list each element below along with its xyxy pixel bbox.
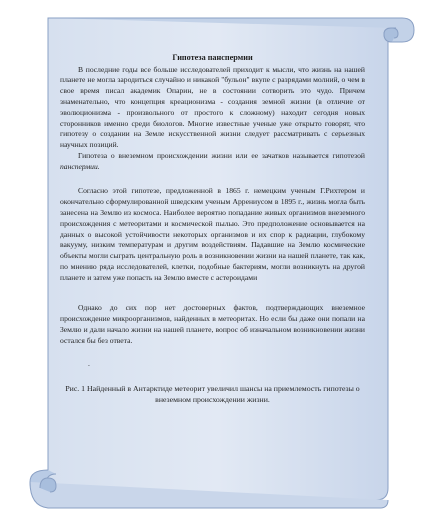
figure-caption: Рис. 1 Найденный в Антарктиде метеорит увеличил шансы на приемлемость гипотезы о внеземном происхождении жизни.: [65, 384, 360, 405]
document-title: Гипотеза панспермии: [172, 53, 253, 62]
paragraph-intro: В последние годы все больше исследователей приходит к мысли, что жизнь на нашей планете не могла зародиться случайно и никакой "бульон" вкупе с разрядами молний, о чем в свое время писал академик Опарин, не в состоянии сотворить это чудо. Причем знаменательно, что концепция креационизма - создания земной жизни (в отличие от эволюционизма - произвольного от простого к сложному) находит сегодня новых сторонников именно среди биологов. Многие известные ученые уже открыто говорят, что гипотезу о создании на Земле искусственной жизни следует рассматривать с серьезных научных позиций.: [60, 64, 365, 150]
panspermia-term: панспермии.: [60, 161, 100, 171]
definition-text: Гипотеза о внеземном происхождении жизни или ее зачатков называется гипотезой: [78, 150, 365, 160]
paragraph-conclusion: Однако до сих пор нет достоверных фактов, подтверждающих внеземное происхождение микроорганизмов, найденных в метеоритах. Но если бы даже они попали на Землю и дали начало жизни на нашей планете, вопрос об изначальном возникновении жизни остался бы без ответа.: [60, 303, 365, 345]
paragraph-dot: .: [88, 358, 90, 368]
document-body: [60, 52, 365, 406]
paragraph-history: Согласно этой гипотезе, предложенной в 1865 г. немецким ученым Г.Рихтером и окончательно сформулированной шведским ученым Аррениусом в 1895 г., жизнь могла быть занесена на Землю из космоса. Наиболее вероятно попадание живых организмов внеземного происхождения с метеоритами и космической пылью. Это предположение основывается на данных о высокой устойчивости некоторых организмов и их спор к радиации, глубокому вакууму, низким температурам и другим воздействиям. Падавшие на Землю космические объекты могли сыграть центральную роль в возникновении жизни на нашей планете, так как, по мнению ряда исследователей, клетки, подобные бактериям, могли возникнуть на другой планете и затем уже попасть на Землю вместе с астероидами: [60, 186, 365, 282]
paragraph-definition: [60, 151, 365, 173]
